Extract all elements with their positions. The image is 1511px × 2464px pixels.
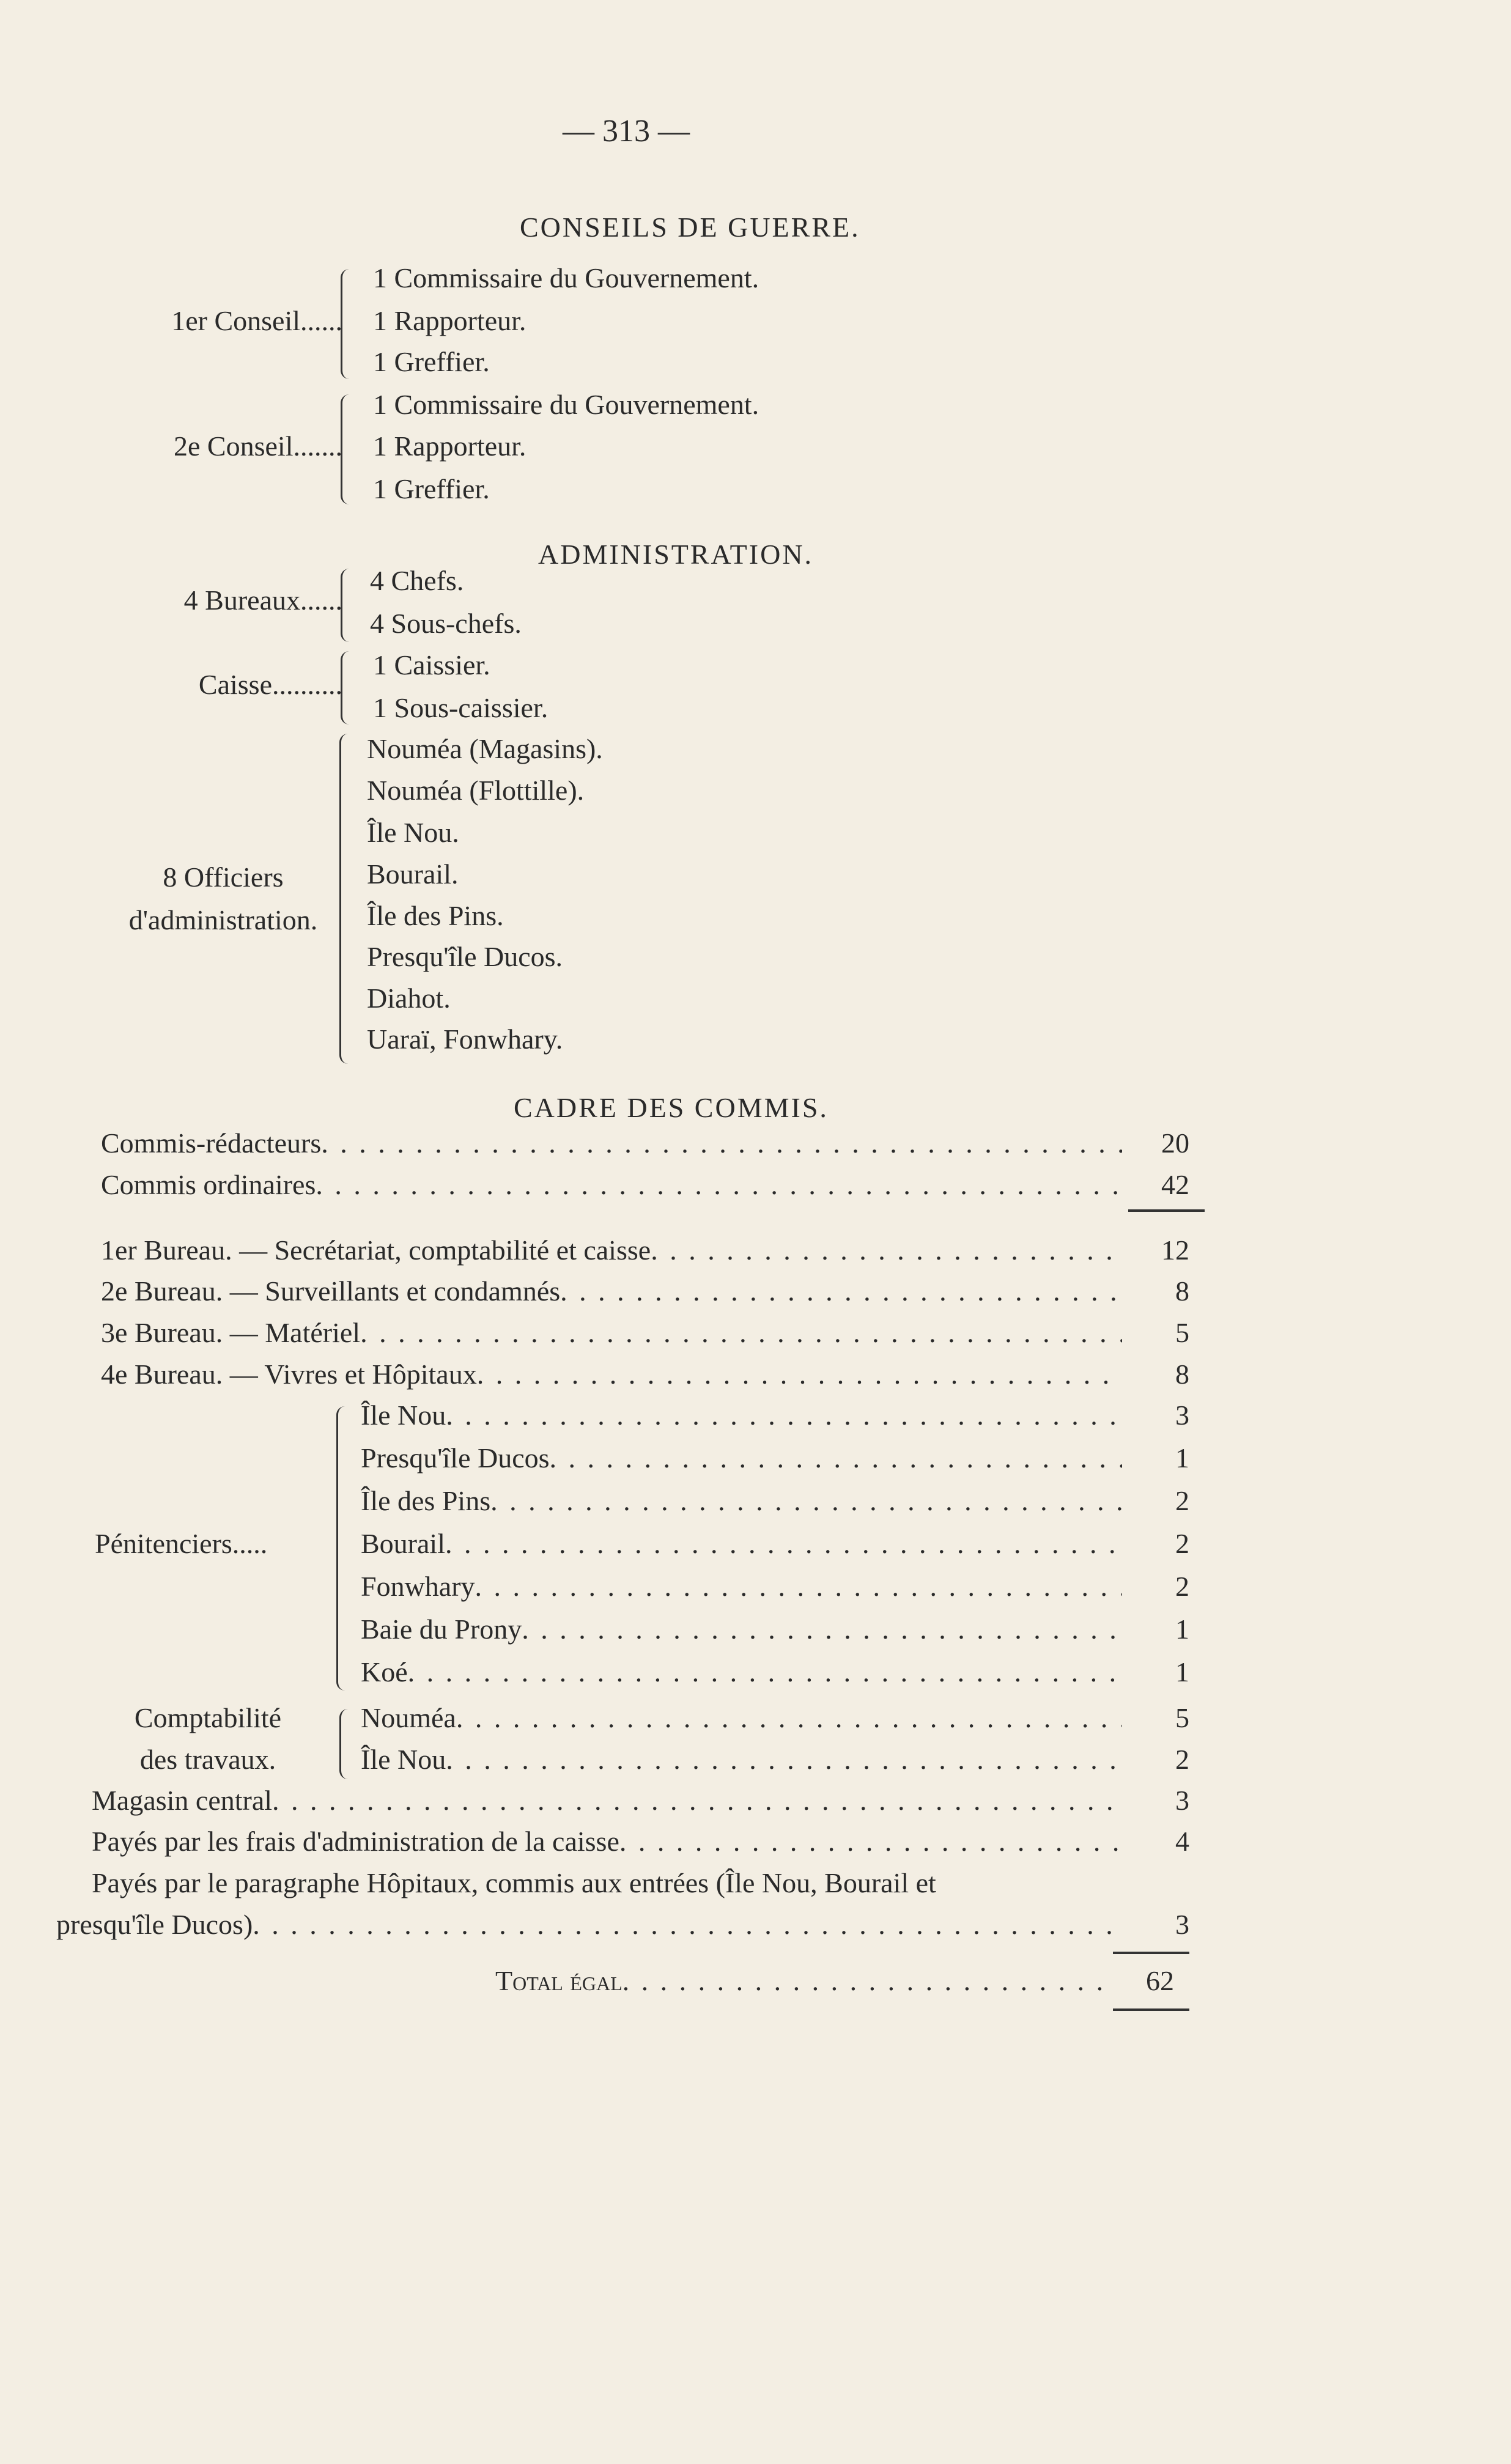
row-value: 3 — [1175, 1909, 1189, 1940]
officiers-item: Nouméa (Flottille). — [367, 775, 585, 806]
commis-ordinaires-row — [101, 1167, 1122, 1203]
row-label: Baie du Prony — [361, 1614, 522, 1645]
brace-penitenciers — [336, 1406, 347, 1691]
officiers-item: Île Nou. — [367, 817, 459, 848]
row-value: 2 — [1175, 1744, 1189, 1775]
row-value: 20 — [1161, 1127, 1189, 1159]
payes-hopitaux-line: Payés par le paragraphe Hôpitaux, commis aux entrées (Île Nou, Bourail et — [92, 1867, 936, 1898]
row-value: 42 — [1161, 1169, 1189, 1200]
row-label: Magasin central — [92, 1785, 273, 1816]
penitencier-row — [361, 1397, 1122, 1434]
subtotal-rule — [1113, 1952, 1189, 1954]
row-label: Koé — [361, 1656, 408, 1688]
dot-leader — [475, 1568, 1122, 1605]
conseil-1-item: 1 Greffier. — [373, 346, 490, 377]
caisse-label: Caisse.......... — [198, 669, 342, 700]
comptabilite-row — [361, 1741, 1122, 1778]
officiers-item: Presqu'île Ducos. — [367, 941, 563, 972]
bureau-row — [101, 1273, 1122, 1310]
dot-leader — [408, 1654, 1122, 1691]
comptabilite-label: des travaux. — [139, 1744, 276, 1775]
conseil-1-item: 1 Rapporteur. — [373, 305, 526, 336]
penitencier-row — [361, 1611, 1122, 1648]
row-label: 2e Bureau. — Surveillants et condamnés — [101, 1275, 561, 1307]
payes-hopitaux-row — [56, 1906, 1122, 1943]
row-label: Commis ordinaires — [101, 1169, 316, 1200]
row-value: 2 — [1175, 1571, 1189, 1602]
row-value: 4 — [1175, 1826, 1189, 1857]
brace-conseil-2 — [341, 394, 351, 504]
commis-redacteurs-row — [101, 1125, 1122, 1162]
dot-leader — [253, 1906, 1122, 1943]
row-label: 3e Bureau. — Matériel — [101, 1317, 361, 1348]
dot-leader — [550, 1440, 1122, 1477]
row-value: 1 — [1175, 1442, 1189, 1474]
row-label: Payés par les frais d'administration de la caisse — [92, 1826, 619, 1857]
total-value: 62 — [1146, 1965, 1174, 1996]
row-value: 5 — [1175, 1317, 1189, 1348]
officiers-item: Diahot. — [367, 983, 451, 1014]
conseil-1-label: 1er Conseil...... — [171, 305, 342, 336]
row-label: Fonwhary — [361, 1571, 475, 1602]
officiers-item: Île des Pins. — [367, 900, 504, 931]
dot-leader — [316, 1167, 1122, 1203]
penitencier-row — [361, 1483, 1122, 1519]
bureaux-item: 4 Chefs. — [370, 565, 464, 596]
brace-conseil-1 — [341, 269, 351, 379]
bureau-row — [101, 1232, 1122, 1269]
penitencier-row — [361, 1568, 1122, 1605]
officiers-item: Bourail. — [367, 858, 459, 890]
officiers-item: Uaraï, Fonwhary. — [367, 1024, 563, 1055]
magasin-row — [92, 1782, 1122, 1819]
row-value: 8 — [1175, 1359, 1189, 1390]
row-label: Nouméa — [361, 1702, 456, 1733]
row-label: 1er Bureau. — Secrétariat, comptabilité et caisse — [101, 1234, 651, 1266]
row-value: 2 — [1175, 1485, 1189, 1516]
brace-comptabilite — [339, 1709, 350, 1779]
row-value: 2 — [1175, 1528, 1189, 1559]
row-label: Île des Pins — [361, 1485, 491, 1516]
payes-caisse-row — [92, 1823, 1122, 1860]
conseil-1-item: 1 Commissaire du Gouvernement. — [373, 262, 759, 293]
row-label: Île Nou — [361, 1400, 446, 1431]
dot-leader — [445, 1525, 1122, 1562]
bureaux-label: 4 Bureaux...... — [183, 585, 342, 616]
comptabilite-row — [361, 1700, 1122, 1736]
caisse-item: 1 Caissier. — [373, 649, 490, 681]
row-value: 1 — [1175, 1614, 1189, 1645]
subtotal-rule — [1128, 1209, 1205, 1212]
dot-leader — [446, 1397, 1122, 1434]
brace-officiers — [339, 734, 350, 1064]
row-value: 3 — [1175, 1785, 1189, 1816]
dot-leader — [623, 1963, 1107, 1999]
row-value: 1 — [1175, 1656, 1189, 1688]
dot-leader — [360, 1315, 1122, 1351]
row-label: Total égal — [495, 1965, 623, 1996]
section-heading-administration: ADMINISTRATION. — [538, 539, 814, 570]
conseil-2-label: 2e Conseil....... — [174, 430, 342, 462]
total-rule — [1113, 2008, 1189, 2011]
row-value: 3 — [1175, 1400, 1189, 1431]
penitenciers-label: Pénitenciers..... — [95, 1528, 268, 1559]
conseil-2-item: 1 Rapporteur. — [373, 430, 526, 462]
comptabilite-label: Comptabilité — [134, 1702, 282, 1733]
officiers-label: d'administration. — [128, 904, 318, 935]
dot-leader — [456, 1700, 1122, 1736]
row-label: Commis-rédacteurs — [101, 1127, 322, 1159]
dot-leader — [651, 1232, 1122, 1269]
bureau-row — [101, 1356, 1122, 1393]
dot-leader — [272, 1782, 1122, 1819]
row-label: presqu'île Ducos) — [56, 1909, 253, 1940]
row-value: 5 — [1175, 1702, 1189, 1733]
dot-leader — [477, 1356, 1122, 1393]
row-value: 8 — [1175, 1275, 1189, 1307]
officiers-label: 8 Officiers — [163, 861, 284, 893]
caisse-item: 1 Sous-caissier. — [373, 692, 549, 723]
dot-leader — [490, 1483, 1122, 1519]
dot-leader — [446, 1741, 1122, 1778]
row-label: Bourail — [361, 1528, 445, 1559]
row-label: 4e Bureau. — Vivres et Hôpitaux — [101, 1359, 477, 1390]
row-label: Île Nou — [361, 1744, 446, 1775]
penitencier-row — [361, 1654, 1122, 1691]
brace-bureaux — [341, 569, 351, 642]
total-row — [495, 1963, 1107, 1999]
brace-caisse — [341, 651, 351, 725]
dot-leader — [619, 1823, 1122, 1860]
bureau-row — [101, 1315, 1122, 1351]
conseil-2-item: 1 Greffier. — [373, 473, 490, 504]
section-heading-commis: CADRE DES COMMIS. — [514, 1092, 829, 1123]
dot-leader — [321, 1125, 1122, 1162]
dot-leader — [560, 1273, 1122, 1310]
penitencier-row — [361, 1525, 1122, 1562]
dot-leader — [522, 1611, 1122, 1648]
conseil-2-item: 1 Commissaire du Gouvernement. — [373, 389, 759, 420]
page-number: — 313 — — [563, 114, 690, 149]
officiers-item: Nouméa (Magasins). — [367, 733, 603, 764]
row-value: 12 — [1161, 1234, 1189, 1266]
row-label: Presqu'île Ducos — [361, 1442, 550, 1474]
section-heading-conseils: CONSEILS DE GUERRE. — [520, 212, 860, 243]
bureaux-item: 4 Sous-chefs. — [370, 608, 522, 639]
penitencier-row — [361, 1440, 1122, 1477]
